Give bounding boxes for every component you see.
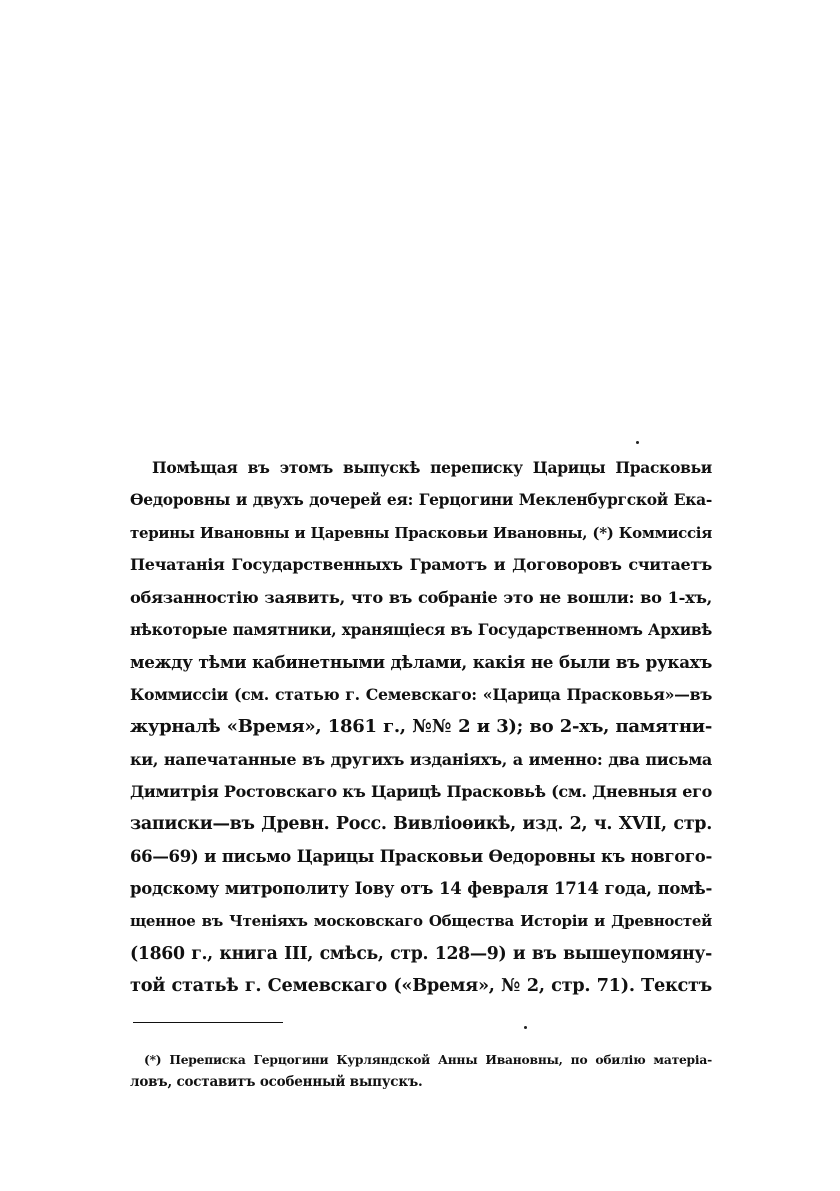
main-paragraph [130,452,712,1003]
print-speck [636,441,639,444]
footnote [130,1049,712,1093]
text-line: терины Ивановны и Царевны Прасковьи Ивановны, (*) Коммиссія [130,523,712,542]
text-line: той статьѣ г. Семевскаго («Время», № 2, стр. 71). Текстъ [130,975,712,997]
text-line: нѣкоторые памятники, хранящіеся въ Государственномъ Архивѣ [130,619,712,639]
text-line: обязанностію заявить, что въ собраніе это не вошли: во 1-хъ, [130,587,712,607]
text-line: между тѣми кабинетными дѣлами, какія не были въ рукахъ [130,652,712,673]
text-line: журналѣ «Время», 1861 г., №№ 2 и 3); во 2-хъ, памятни- [130,716,712,738]
text-line: записки—въ Древн. Росс. Вивліоѳикѣ, изд. 2, ч. XVII, стр. [130,814,712,835]
text-line: ки, напечатанные въ другихъ изданіяхъ, а именно: два письма [130,749,712,769]
text-line: родскому митрополиту Іову отъ 14 февраля 1714 года, помѣ- [130,879,712,899]
text-line: Димитрія Ростовскаго къ Царицѣ Прасковьѣ (см. Дневныя его [130,781,712,801]
text-line: щенное въ Чтеніяхъ московскаго Общества Исторіи и Древностей [130,912,712,931]
footnote-line: (*) Переписка Герцогини Курляндской Анны Ивановны, по обилію матеріа- [144,1052,712,1067]
text-line: Коммиссіи (см. статью г. Семевскаго: «Царица Прасковья»—въ [130,684,712,704]
print-speck [524,1026,527,1029]
text-line: Печатанія Государственныхъ Грамотъ и Договоровъ считаетъ [130,555,712,575]
text-line: 66—69) и письмо Царицы Прасковьи Ѳедоровны къ новгого- [130,846,712,866]
text-line: Ѳедоровны и двухъ дочерей ея: Герцогини Мекленбургской Ека- [130,490,712,510]
text-line: (1860 г., книга III, смѣсь, стр. 128—9) и въ вышеупомяну- [130,943,712,964]
footnote-divider [133,1022,283,1023]
text-line: Помѣщая въ этомъ выпускѣ переписку Царицы Прасковьи [152,458,712,477]
footnote-line: ловъ, составитъ особенный выпускъ. [130,1074,423,1090]
